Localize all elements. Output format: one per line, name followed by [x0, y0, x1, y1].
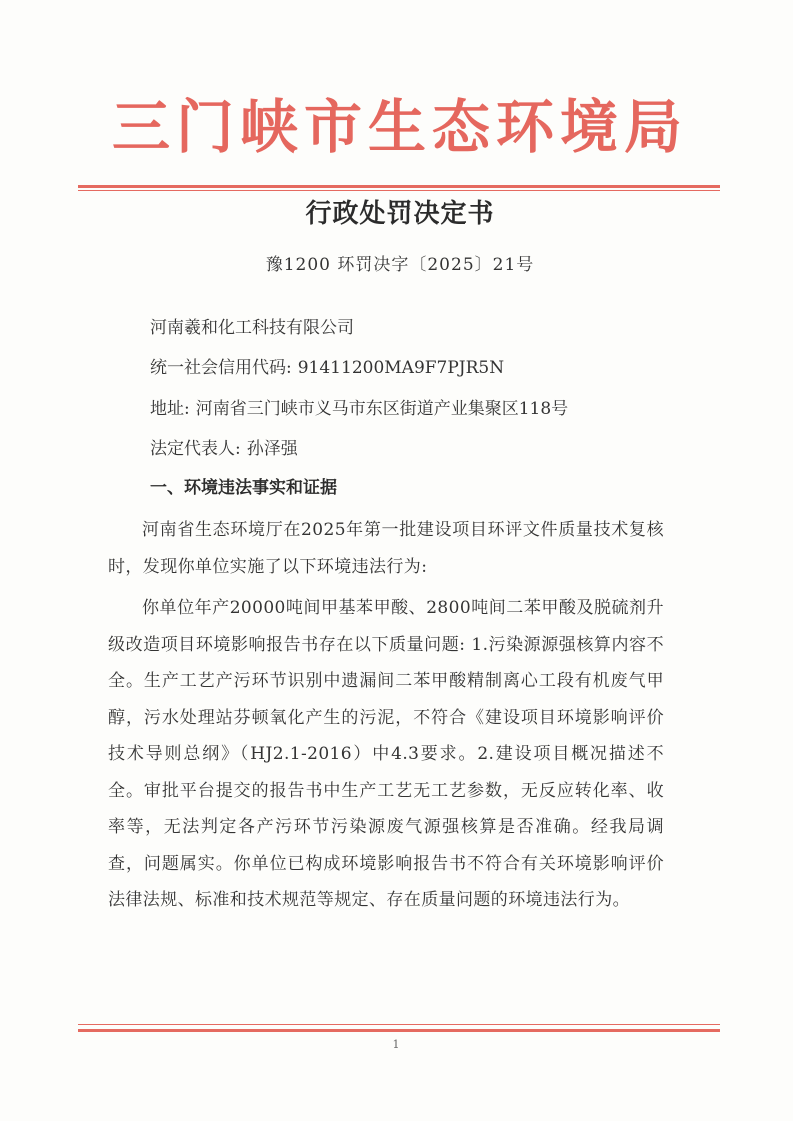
header-divider-thin	[78, 190, 720, 191]
address-value: 河南省三门峡市义马市东区街道产业集聚区118号	[195, 399, 569, 419]
footer-divider-thin	[78, 1024, 720, 1025]
document-number: 豫1200 环罚决字〔2025〕21号	[265, 255, 535, 275]
legal-rep-value: 孙泽强	[246, 439, 298, 459]
paragraph-discovery: 河南省生态环境厅在2025年第一批建设项目环评文件质量技术复核时，发现你单位实施了以下环境违法行为:	[108, 520, 664, 577]
credit-code-label: 统一社会信用代码:	[150, 358, 292, 378]
page-number: 1	[392, 1038, 400, 1051]
section-heading: 一、环境违法事实和证据	[150, 478, 337, 498]
issuing-authority-title: 三门峡市生态环境局	[111, 93, 688, 161]
party-name: 河南羲和化工科技有限公司	[150, 318, 354, 338]
legal-rep-line	[150, 436, 298, 462]
document-title: 行政处罚决定书	[305, 199, 495, 229]
address-line	[150, 396, 568, 422]
address-label: 地址:	[150, 399, 190, 419]
credit-code-line	[150, 355, 504, 381]
paragraph-violation-details: 你单位年产20000吨间甲基苯甲酸、2800吨间二苯甲酸及脱硫剂升级改造项目环境影响报告书存在以下质量问题: 1.污染源源强核算内容不全。生产工艺产污环节识别中遗漏间二苯甲酸精制离心工段有机废气甲醇，污水处理站芬顿氧化产生的污泥，不符合《建设项目环境影响评价技术导则总纲》（HJ2.1-2016）中4.3要求。2.建设项目概况描述不全。审批平台提交的报告书中生产工艺无工艺参数，无反应转化率、收率等，无法判定各产污环节污染源废气源强核算是否准确。经我局调查，问题属实。你单位已构成环境影响报告书不符合有关环境影响评价法律法规、标准和技术规范等规定、存在质量问题的环境违法行为。	[108, 598, 664, 910]
header-divider-thick	[78, 185, 720, 188]
legal-rep-label: 法定代表人:	[150, 439, 241, 459]
footer-divider-thick	[78, 1029, 720, 1032]
credit-code-value: 91411200MA9F7PJR5N	[297, 358, 505, 378]
